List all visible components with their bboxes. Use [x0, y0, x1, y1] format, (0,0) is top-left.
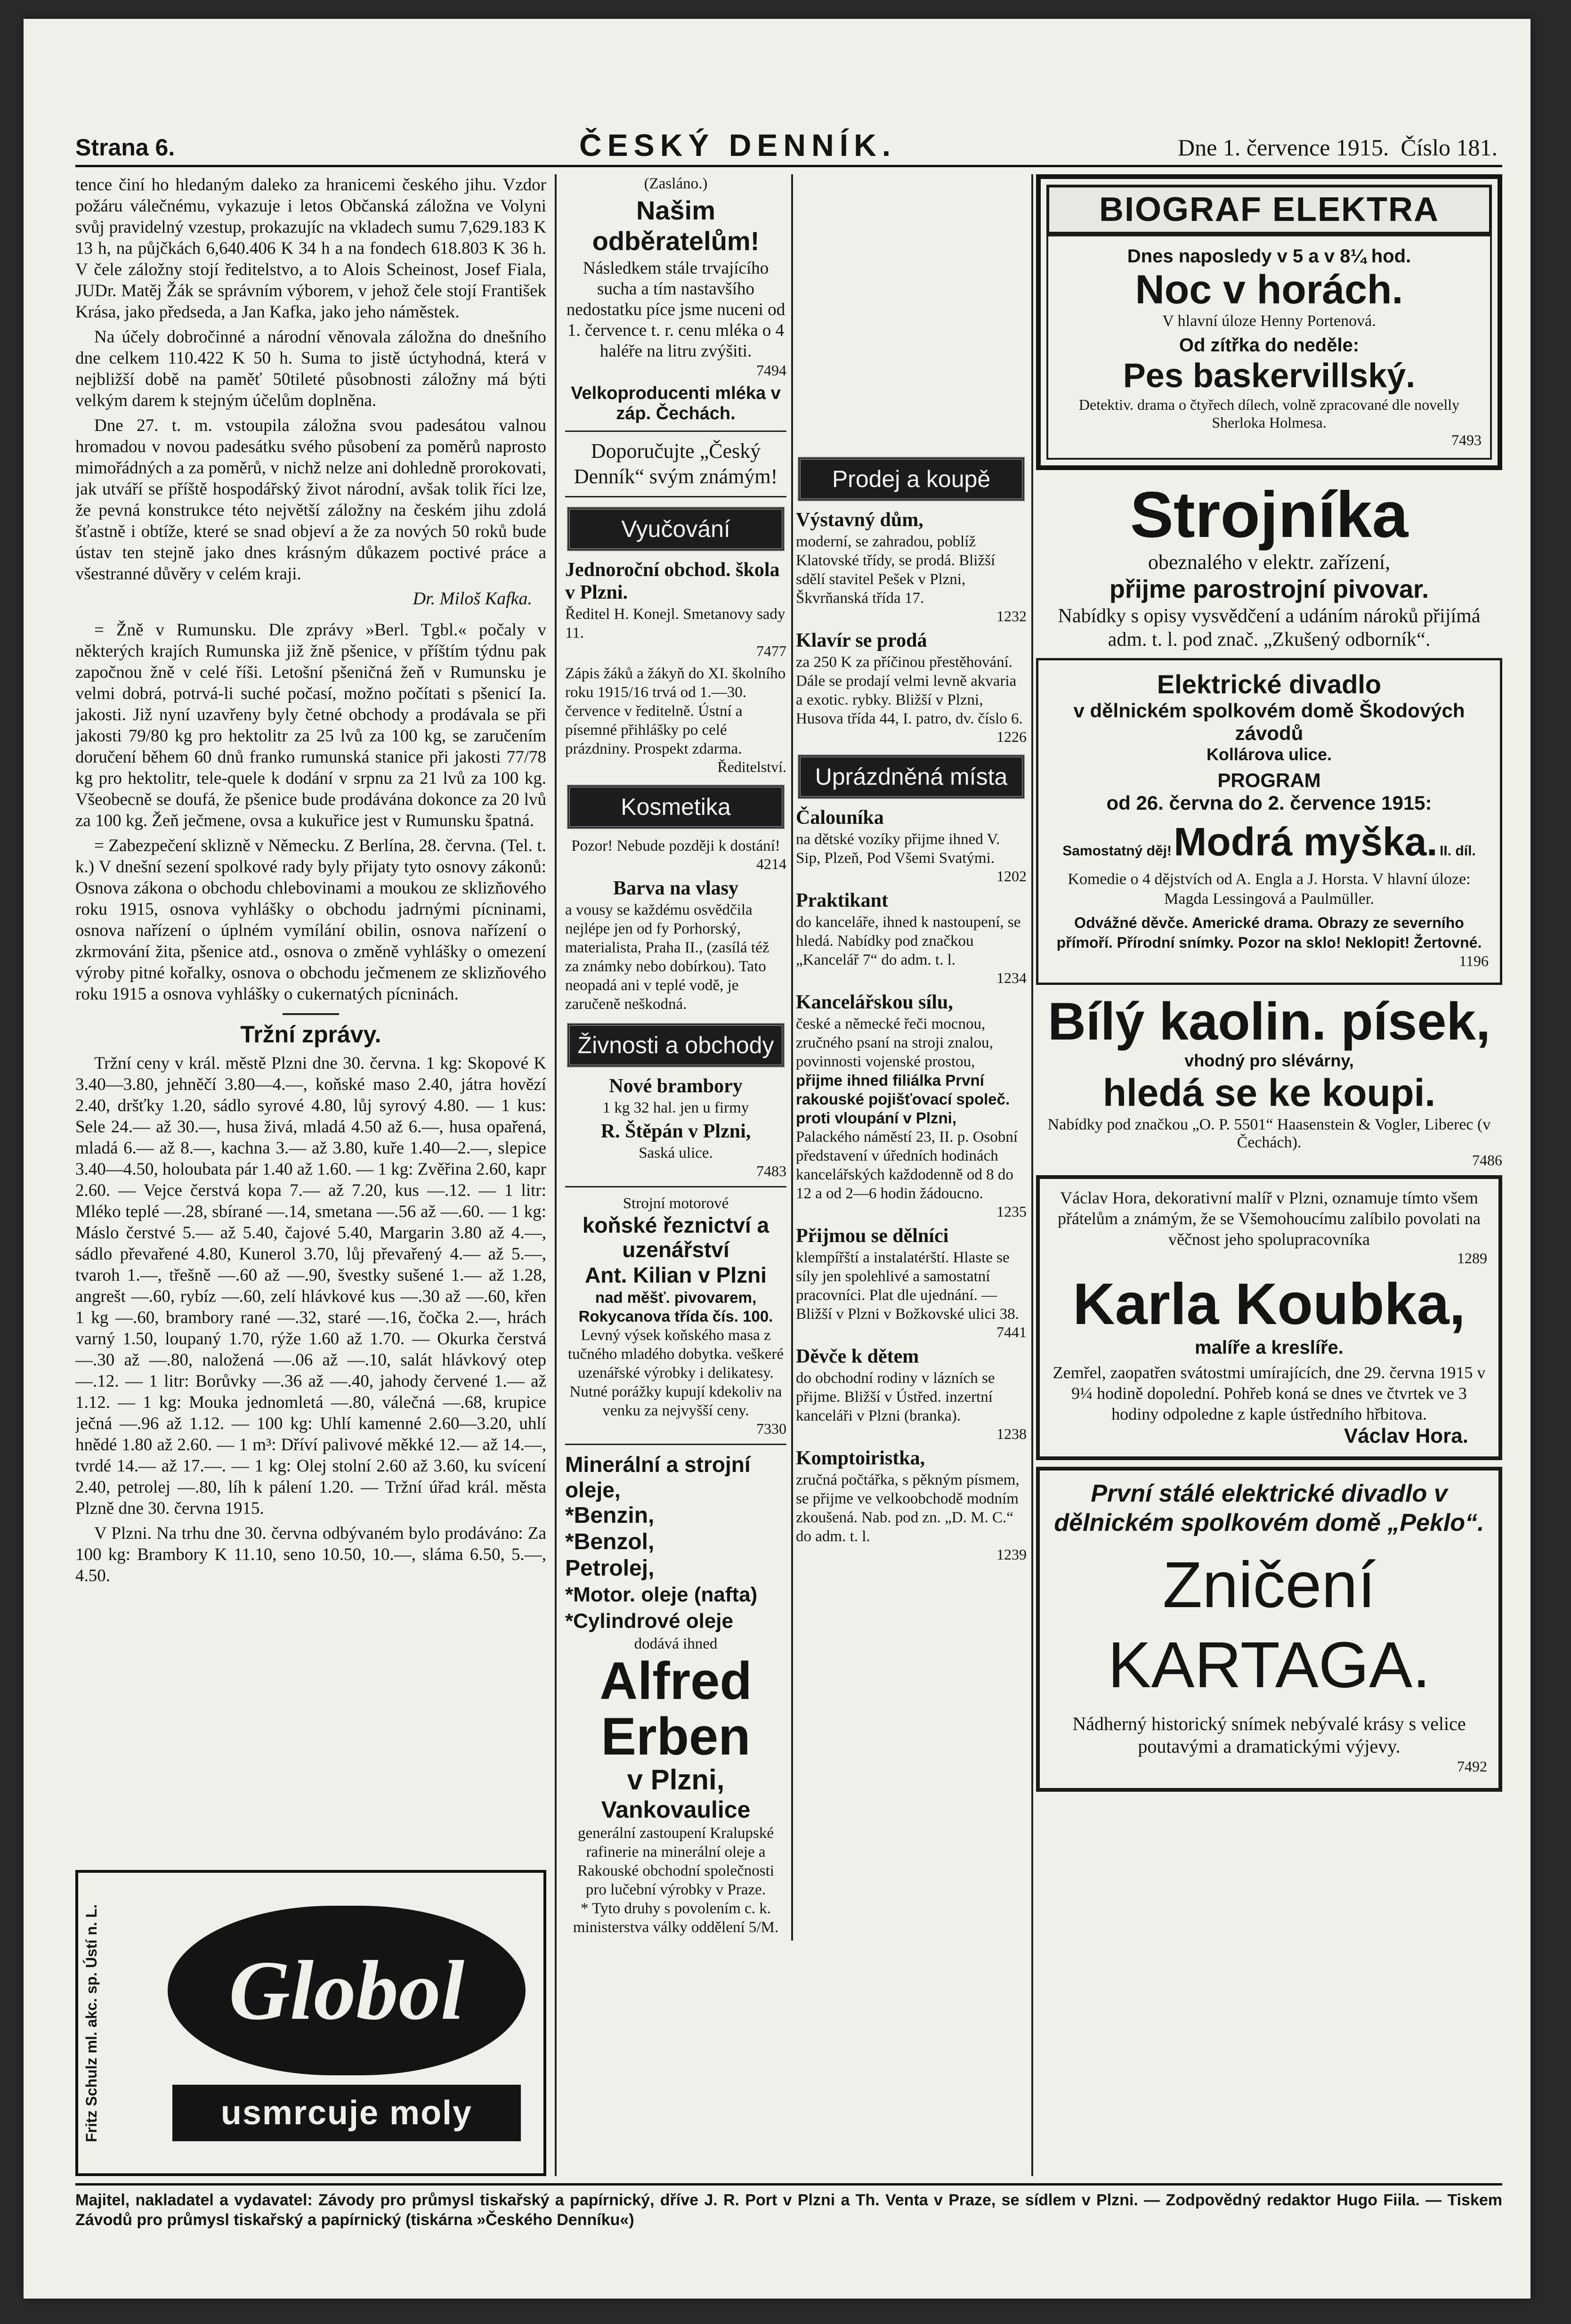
ad-number: 7494: [756, 362, 786, 379]
ads-column-3: [796, 174, 1027, 1941]
ad-title: Přijmou se dělníci: [796, 1225, 949, 1247]
film-desc: Detektiv. drama o čtyřech dílech, volně zpracované dle novelly Sherloka Holmesa.: [1078, 396, 1460, 431]
section-heading: Tržní zprávy.: [240, 1021, 381, 1048]
showtime: Dnes naposledy v 5 a v 8¼ hod.: [1127, 246, 1411, 267]
ad-title: Klavír se prodá: [796, 630, 927, 651]
advertiser-name: Fritz Schulz ml. akc. sp. Ústí n. L.: [83, 1904, 100, 2143]
ad-text: do obchodní rodiny v lázních se přijme. Bližší v Ústřed. inzertní kanceláři v Plzni (branka).: [796, 1370, 995, 1424]
ad-title: Výstavný dům,: [796, 509, 923, 531]
theatre-street: Kollárova ulice.: [1206, 745, 1332, 764]
article-signature: Dr. Miloš Kafka.: [413, 589, 532, 609]
film-desc: Komedie o 4 dějstvích od A. Engla a J. Horsta. V hlavní úloze: Magda Lessingová a Paulmüller.: [1068, 870, 1471, 908]
article-paragraph: Na účely dobročinné a národní věnovala záložna do dnešního dne celkem 110.422 K 50 h. Suma to jistě úctyhodná, která v nejbližší době na paměť 50tileté působnosti záložny má býti velkým darem k stejným účelům doplněna.: [75, 327, 546, 410]
ad-number: 7483: [756, 1162, 786, 1179]
ad-text: Nabídky s opisy vysvědčení a udáním nároků přijímá adm. t. l. pod znač. „Zkušený odborník“.: [1058, 605, 1481, 650]
film-part: II. díl.: [1440, 843, 1476, 859]
ad-title: Minerální a strojní oleje,: [565, 1452, 751, 1502]
deceased-name: Karla Koubka,: [1073, 1272, 1466, 1337]
ad-text: a vousy se každému osvědčila nejlépe jen od fy Porhorský, materialista, Praha II., (zasílá též za známky nebo dobírkou). Tato neopadá ani v teplé vodě, je zaručeně neškodná.: [565, 902, 769, 1013]
ad-firm: Ant. Kilian v Plzni: [585, 1263, 767, 1287]
issue-date: [1178, 134, 1498, 161]
column-rule: [1031, 174, 1033, 2176]
ad-number: 7492: [1457, 1758, 1487, 1775]
film-title: Pes baskervillský.: [1123, 357, 1416, 395]
ad-title: Nové brambory: [609, 1075, 743, 1097]
ad-text: zručná počtářka, s pěkným písmem, se přijme ve velkoobchodě modním zkoušená. Nab. pod zn. „D. M. C.“ do adm. t. l.: [796, 1471, 1020, 1545]
film-desc: Nádherný historický snímek nebývalé krásy s velice poutavými a dramatickými výjevy.: [1072, 1713, 1466, 1757]
ad-address: Vankovaulice: [601, 1796, 751, 1823]
ad-number: 1239: [996, 1546, 1027, 1563]
ad-address: nad měšť. pivovarem, Rokycanova třída čís. 100.: [578, 1289, 773, 1325]
article-paragraph: V Plzni. Na trhu dne 30. června odbývaném bylo prodáváno: Za 100 kg: Brambory K 11.10, seno 10.50, 10.—, sláma 6.50, 5.—, 4.50.: [75, 1524, 546, 1585]
article-paragraph: = Žně v Rumunsku. Dle zprávy »Berl. Tgbl.« počaly v některých krajích Rumunska již žně pšenice, v příštím týdnu pak započnou žně v celé říši. Letošní pšeničná žeň v Rumunsku je velmi dobrá, potrvá-li suché počasí, možno počítati s pšenicí Ia. jakosti. Již nyní uzavřeny byly četné obchody a prodávala se při jakosti 79/80 kg pro hektolitr za 25 lvů za 100 kg, se zaručením doručení během 60 dnů franko rumunská stanice při jakosti 77/78 kg pro hektolitr, tele-quele k dodání v srpnu za 21 lvů za 100 kg. Všeobecně se doufá, že pšenice bude prodávána dokonce za 20 lvů za 100 kg. Žeň ječmene, ovsa a kukuřice jest v Rumunsku špatná.: [75, 620, 546, 830]
ad-text-bold: přijme parostrojní pivovar.: [1109, 575, 1429, 603]
ad-number: 7330: [756, 1420, 786, 1437]
notice-text: Následkem stále trvajícího sucha a tím nastavšího nedostatku píce jsme nuceni od 1. července t. r. cenu mléka o 4 haléře na litru zvýšiti.: [566, 259, 786, 361]
film-title: Noc v horách.: [1135, 267, 1403, 312]
ad-number: 1232: [996, 608, 1027, 625]
ad-note: * Tyto druhy s povolením c. k. ministerstva války oddělení 5/M.: [573, 1900, 779, 1936]
peklo-cinema-advert: [1036, 1467, 1502, 1792]
product-line: *Motor. oleje (nafta): [565, 1583, 758, 1606]
section-divider: [283, 1013, 339, 1015]
ad-text-bold: přijme ihned filiálka První rakouské pojišťovací společ. proti vloupání v Plzni,: [796, 1072, 1010, 1127]
film-title: Modrá myška.: [1174, 820, 1438, 864]
section-banner-kosmetika: Kosmetika: [567, 785, 785, 829]
ad-text: dodává ihned: [634, 1635, 718, 1652]
ad-subtitle: vhodný pro slévárny,: [1184, 1051, 1354, 1070]
ad-text: Palackého náměstí 23, II. p. Osobní představení v úředních hodinách kancelářských každodenně od 8 do 12 a od 2—6 hodin žádoucno.: [796, 1129, 1018, 1202]
article-paragraph: Tržní ceny v král. městě Plzni dne 30. června. 1 kg: Skopové K 3.40—3.80, jehněčí 3.80—4.—, koňské maso 2.40, játra hovězí 2.40, dršťky 1.20, sádlo syrové 4.80, lůj syrový 4.80. — 1 kus: Sele 24.— až 30.—, husa živá, mladá 4.50 až 6.—, husa opařená, mladá 6.— až 8.—, kachna 3.— až 3.80, kuře 1.40—2.—, slepice 3.40—4.50, holoubata pár 1.40 až 1.60. — 1 kg: Zvěřina 2.60, kapr 2.60. — Vejce čerstvá kopa 7.— až 7.20, kus —.12. — 1 litr: Mléko teplé —.28, sbírané —.14, smetana —.56 až —.60. — 1 kg: Máslo čerstvé 5.— až 5.40, čajové 5.40, Margarin 3.80 až 4.—, sádlo převařené 4.80, Kunerol 3.70, lůj převařený 4.— až 5.—, tvaroh 1.—, třešně —.60 až —.90, švestky sušené 1.— až 1.28, angrešt —.60, rybíz —.60, zelí hlávkové kus —.30 až —.60, křen 1 kg —.60, brambory rané —.32, staré —.16, čočka 2.—, hrách varný 1.50, loupaný 1.70, rýže 1.60 až 1.70. — Okurka čerstvá —.30 až —.80, naložená —.06 až —.10, salát hlávkový otep —.12. — 1 litr: Borůvky —.36 až —.40, jahody červené 1.— až 1.12. — 1 kg: Mouka jednomletá —.80, válečná —.68, krupice ječná —.96 až 1.12. — 100 kg: Uhlí kamenné 2.60—3.20, uhlí hnědé 1.80 až 2.60. — 1 m³: Dříví palivové měkké 12.— až 14.—, tvrdé 14.— až 17.—. — 1 kg: Olej stolní 2.60 až 3.60, ku svícení 2.40, petrolej —.80, líh k pálení 1.20. — Tržní úřad král. města Plzně dne 30. června 1915.: [75, 1054, 546, 1518]
deceased-profession: malíře a kreslíře.: [1195, 1337, 1344, 1358]
biograf-elektra-advert: [1036, 174, 1502, 470]
ad-title: Děvče k dětem: [796, 1346, 919, 1367]
column-rule: [791, 174, 793, 1941]
ad-text: do kanceláře, ihned k nastoupení, se hledá. Nabídky pod značkou „Kancelář 7“ do adm. t. l.: [796, 914, 1021, 968]
article-paragraph: Dne 27. t. m. vstoupila záložna svou padesátou valnou hromadou v novou padesátku svého působení za poměrů naprosto mimořádných a za poměrů, v nichž nelze ani dohledně prorokovati, jak utváří se příště hospodářský život národní, avšak tolik říci lze, že pevná konstrukce této největší záložny na českém jihu zdolá šťastně i obtíže, které se snad objeví a že za nových 50 roků bude ústav ten stejně jako dnes krásným důkazem poctivé práce a všestranné důvěry v celém kraji.: [75, 416, 546, 584]
globol-slogan: usmrcuje moly: [172, 2085, 521, 2141]
ad-number: 1234: [996, 969, 1027, 986]
ad-text: české a německé řeči mocnou, zručného psaní na stroji znalou, povinnosti vojenské prostou,: [796, 1016, 993, 1070]
zaslano-label: (Zasláno.): [644, 175, 708, 192]
ads-column-4: [1036, 174, 1502, 2171]
next-label: Od zítřka do neděle:: [1179, 335, 1360, 356]
ad-title: Barva na vlasy: [613, 878, 739, 899]
ad-number: 7493: [1451, 431, 1482, 448]
ad-subtitle: obeznalého v elektr. zařízení,: [1148, 551, 1391, 574]
ad-title-2: hledá se ke koupi.: [1102, 1072, 1436, 1114]
divider: [565, 431, 786, 432]
film-cast: V hlavní úloze Henny Portenová.: [1162, 312, 1376, 330]
program-more: Odvážné děvče. Americké drama. Obrazy ze severního přímoří. Přírodní snímky. Pozor na sklo! Neklopit! Žertovné.: [1056, 914, 1482, 951]
ad-number: 7441: [996, 1324, 1027, 1341]
ad-number: 1202: [996, 868, 1027, 885]
date-text: Dne 1. července 1915.: [1177, 134, 1389, 161]
divider: [565, 1186, 786, 1187]
product-line: *Cylindrové oleje: [565, 1609, 734, 1633]
globol-logo: Globol: [168, 1906, 526, 2075]
article-paragraph: = Zabezpečení sklizně v Německu. Z Berlína, 28. června. (Tel. t. k.) V dnešní sezení spolkové rady byly přijaty tyto osnovy zákonů: Osnova zákona o obchodu chlebovinami a moukou ze sklizňového roku 1915, osnova vyhlášky o obchodu jadrnými pícninami, osnova nařízení o úplném vymílání obilin, osnova nařízení o zkrmování žita, pšenice atd., osnova o změně vyhlášky o omezení výroby pitné kořalky, osnova o obchodu ječmenem ze sklizňového roku 1915 a osnova vyhlášky o cukernatých pícninách.: [75, 836, 546, 1004]
page-number: Strana 6.: [75, 134, 175, 161]
ads-column-2: [565, 174, 786, 2176]
section-banner-prodej: Prodej a koupě: [798, 457, 1025, 501]
section-banner-zivnosti: Živnosti a obchody: [567, 1023, 785, 1067]
ad-text: moderní, se zahradou, poblíž Klatovské třídy, se prodá. Bližší sdělí stavitel Pešek v Plzni, Škvrňanská třída 17.: [796, 533, 996, 607]
feature-tag: Samostatný děj!: [1062, 843, 1172, 859]
ad-text: Levný výsek koňského masa z tučného mladého dobytka. veškeré uzenářské výrobky i delikatesy. Nutné porážky kupují kdekoliv na venku za nejvyšší ceny.: [567, 1327, 784, 1419]
ad-title: Kancelářskou sílu,: [796, 991, 953, 1013]
ad-number: 4214: [756, 855, 786, 872]
product-line: Petrolej,: [565, 1556, 655, 1581]
newspaper-title: ČESKÝ DENNÍK.: [579, 128, 897, 163]
section-banner-vyucovani: Vyučování: [567, 507, 785, 551]
ad-number: 7486: [1472, 1152, 1502, 1169]
page-header: [75, 113, 1502, 167]
news-column: [75, 174, 546, 1851]
ad-number: 1238: [996, 1425, 1027, 1442]
obituary-text: Zemřel, zaopatřen svátostmi umírajících, dne 29. června 1915 v 9¼ hodině dopolední. Pohřeb koná se dnes ve čtvrtek ve 3 hodiny odpoledne z kaple ústředního hřbitova.: [1053, 1363, 1486, 1423]
ad-title: Jednoroční obchod. škola v Plzni.: [565, 559, 780, 603]
theatre-name: Elektrické divadlo: [1157, 669, 1382, 699]
ad-number: 1235: [996, 1203, 1027, 1220]
cinema-name: První stálé elektrické divadlo v dělnickém spolkovém domě „Peklo“.: [1054, 1480, 1484, 1536]
ad-title: Bílý kaolin. písek,: [1048, 992, 1490, 1051]
ad-text: klempířští a instalatérští. Hlaste se síly jen spolehlivé a samostatní pracovníci. Plat dle ujednání. — Bližší v Plzni v Božkovské ulici 38.: [796, 1249, 1019, 1323]
ad-firm: R. Štěpán v Plzni,: [600, 1121, 751, 1142]
imprint-footer: Majitel, nakladatel a vydavatel: Závody pro průmysl tiskařský a papírnický, dříve J. R. Port v Plzni a Th. Venta v Praze, se sídlem v Plzni. — Zodpovědný redaktor Hugo Fiila. — Tiskem Závodů pro průmysl tiskařský a papírnický (tiskárna »Českého Denníku«): [75, 2183, 1502, 2230]
ad-title: koňské řeznictví a uzenářství: [582, 1213, 769, 1262]
article-paragraph: tence činí ho hledaným daleko za hranicemi českého jihu. Vzdor požáru válečnému, vykazuje i letos Občanská záložna ve Volyni svůj pravidelný vzestup, prokazujíc na vkladech sumu 7,629.183 K 13 h, na půjčkách 6,640.406 K 34 h a na fondech 618.803 K 36 h. V čele záložny stojí ředitelstvo, a to Alois Scheinost, Josef Fiala, JUDr. Matěj Žák se správním výborem, v jehož čele stojí František Krása, jako předseda, a Jan Kafka, jako jeho náměstek.: [75, 175, 546, 322]
feature-line: [1050, 819, 1489, 865]
ad-text: Zápis žáků a žákyň do XI. školního roku 1915/16 trvá od 1.—30. července v ředitelně. Ústní a písemné přihlášky po celé prázdniny. Prospekt zdarma.: [565, 665, 786, 757]
ad-text: generální zastoupení Kralupské rafinerie na minerální oleje a Rakouské obchodní společnosti pro lučební výrobky v Praze.: [577, 1825, 774, 1898]
cinema-name: BIOGRAF ELEKTRA: [1046, 185, 1492, 235]
ad-title: Praktikant: [796, 890, 889, 911]
film-title: Zničení KARTAGA.: [1108, 1549, 1431, 1701]
ad-firm: Alfred Erben: [599, 1651, 752, 1766]
newspaper-page: [24, 19, 1531, 2299]
ad-number: 1289: [1457, 1250, 1487, 1267]
ad-signature: Ředitelství.: [717, 758, 786, 775]
obituary-advert: [1036, 1175, 1502, 1460]
ad-address: Saská ulice.: [639, 1145, 713, 1162]
notice-title: Našim odběratelům!: [592, 195, 760, 256]
notice-signature: Velkoproducenti mléka v záp. Čechách.: [571, 383, 781, 423]
elektricke-divadlo-advert: [1036, 658, 1502, 985]
product-line: *Benzin,: [565, 1503, 655, 1528]
obituary-text: Václav Hora, dekorativní malíř v Plzni, oznamuje tímto všem přátelům a známým, že se Všemohoucímu zalíbilo povolati na věčnost jeho spolupracovníka: [1057, 1188, 1481, 1249]
column-rule: [555, 174, 557, 2176]
product-line: *Benzol,: [565, 1529, 655, 1554]
program-label: PROGRAM: [1217, 769, 1321, 791]
ad-text: Strojní motorové: [623, 1195, 729, 1212]
ad-text: Pozor! Nebude později k dostání!: [571, 837, 780, 854]
ad-text: na dětské vozíky přijme ihned V. Sip, Plzeň, Pod Všemi Svatými.: [796, 831, 1000, 867]
recommend-line: Doporučujte „Český Denník“ svým známým!: [574, 439, 778, 488]
ad-city: v Plzni,: [627, 1764, 725, 1796]
ad-text: za 250 K za příčinou přestěhování. Dále se prodají velmi levně akvaria a exotic. rybky. Bližší v Plzni, Husova třída 44, I. patro, dv. číslo 6.: [796, 654, 1023, 727]
ad-text: Ředitel H. Konejl. Smetanovy sady 11.: [565, 606, 786, 642]
ad-title: Čalouníka: [796, 807, 884, 829]
program-dates: od 26. června do 2. července 1915:: [1106, 792, 1432, 814]
section-banner-uprazdnena: Uprázdněná místa: [798, 755, 1025, 799]
ad-number: 7477: [756, 642, 786, 659]
ad-number: 1196: [1459, 952, 1489, 969]
divider: [565, 496, 786, 497]
ad-text: Nabídky pod značkou „O. P. 5501“ Haasenstein & Vogler, Liberec (v Čechách).: [1047, 1116, 1491, 1151]
globol-advert: [75, 1870, 546, 2176]
divider: [565, 1444, 786, 1445]
obituary-signature: Václav Hora.: [1344, 1424, 1468, 1447]
theatre-venue: v dělnickém spolkovém domě Škodových závodů: [1073, 699, 1465, 744]
ad-text: 1 kg 32 hal. jen u firmy: [602, 1099, 749, 1116]
ad-number: 1226: [996, 728, 1027, 745]
issue-number: Číslo 181.: [1401, 134, 1498, 161]
ad-title: Strojníka: [1130, 479, 1409, 551]
ad-title: Komptoiristka,: [796, 1447, 925, 1469]
